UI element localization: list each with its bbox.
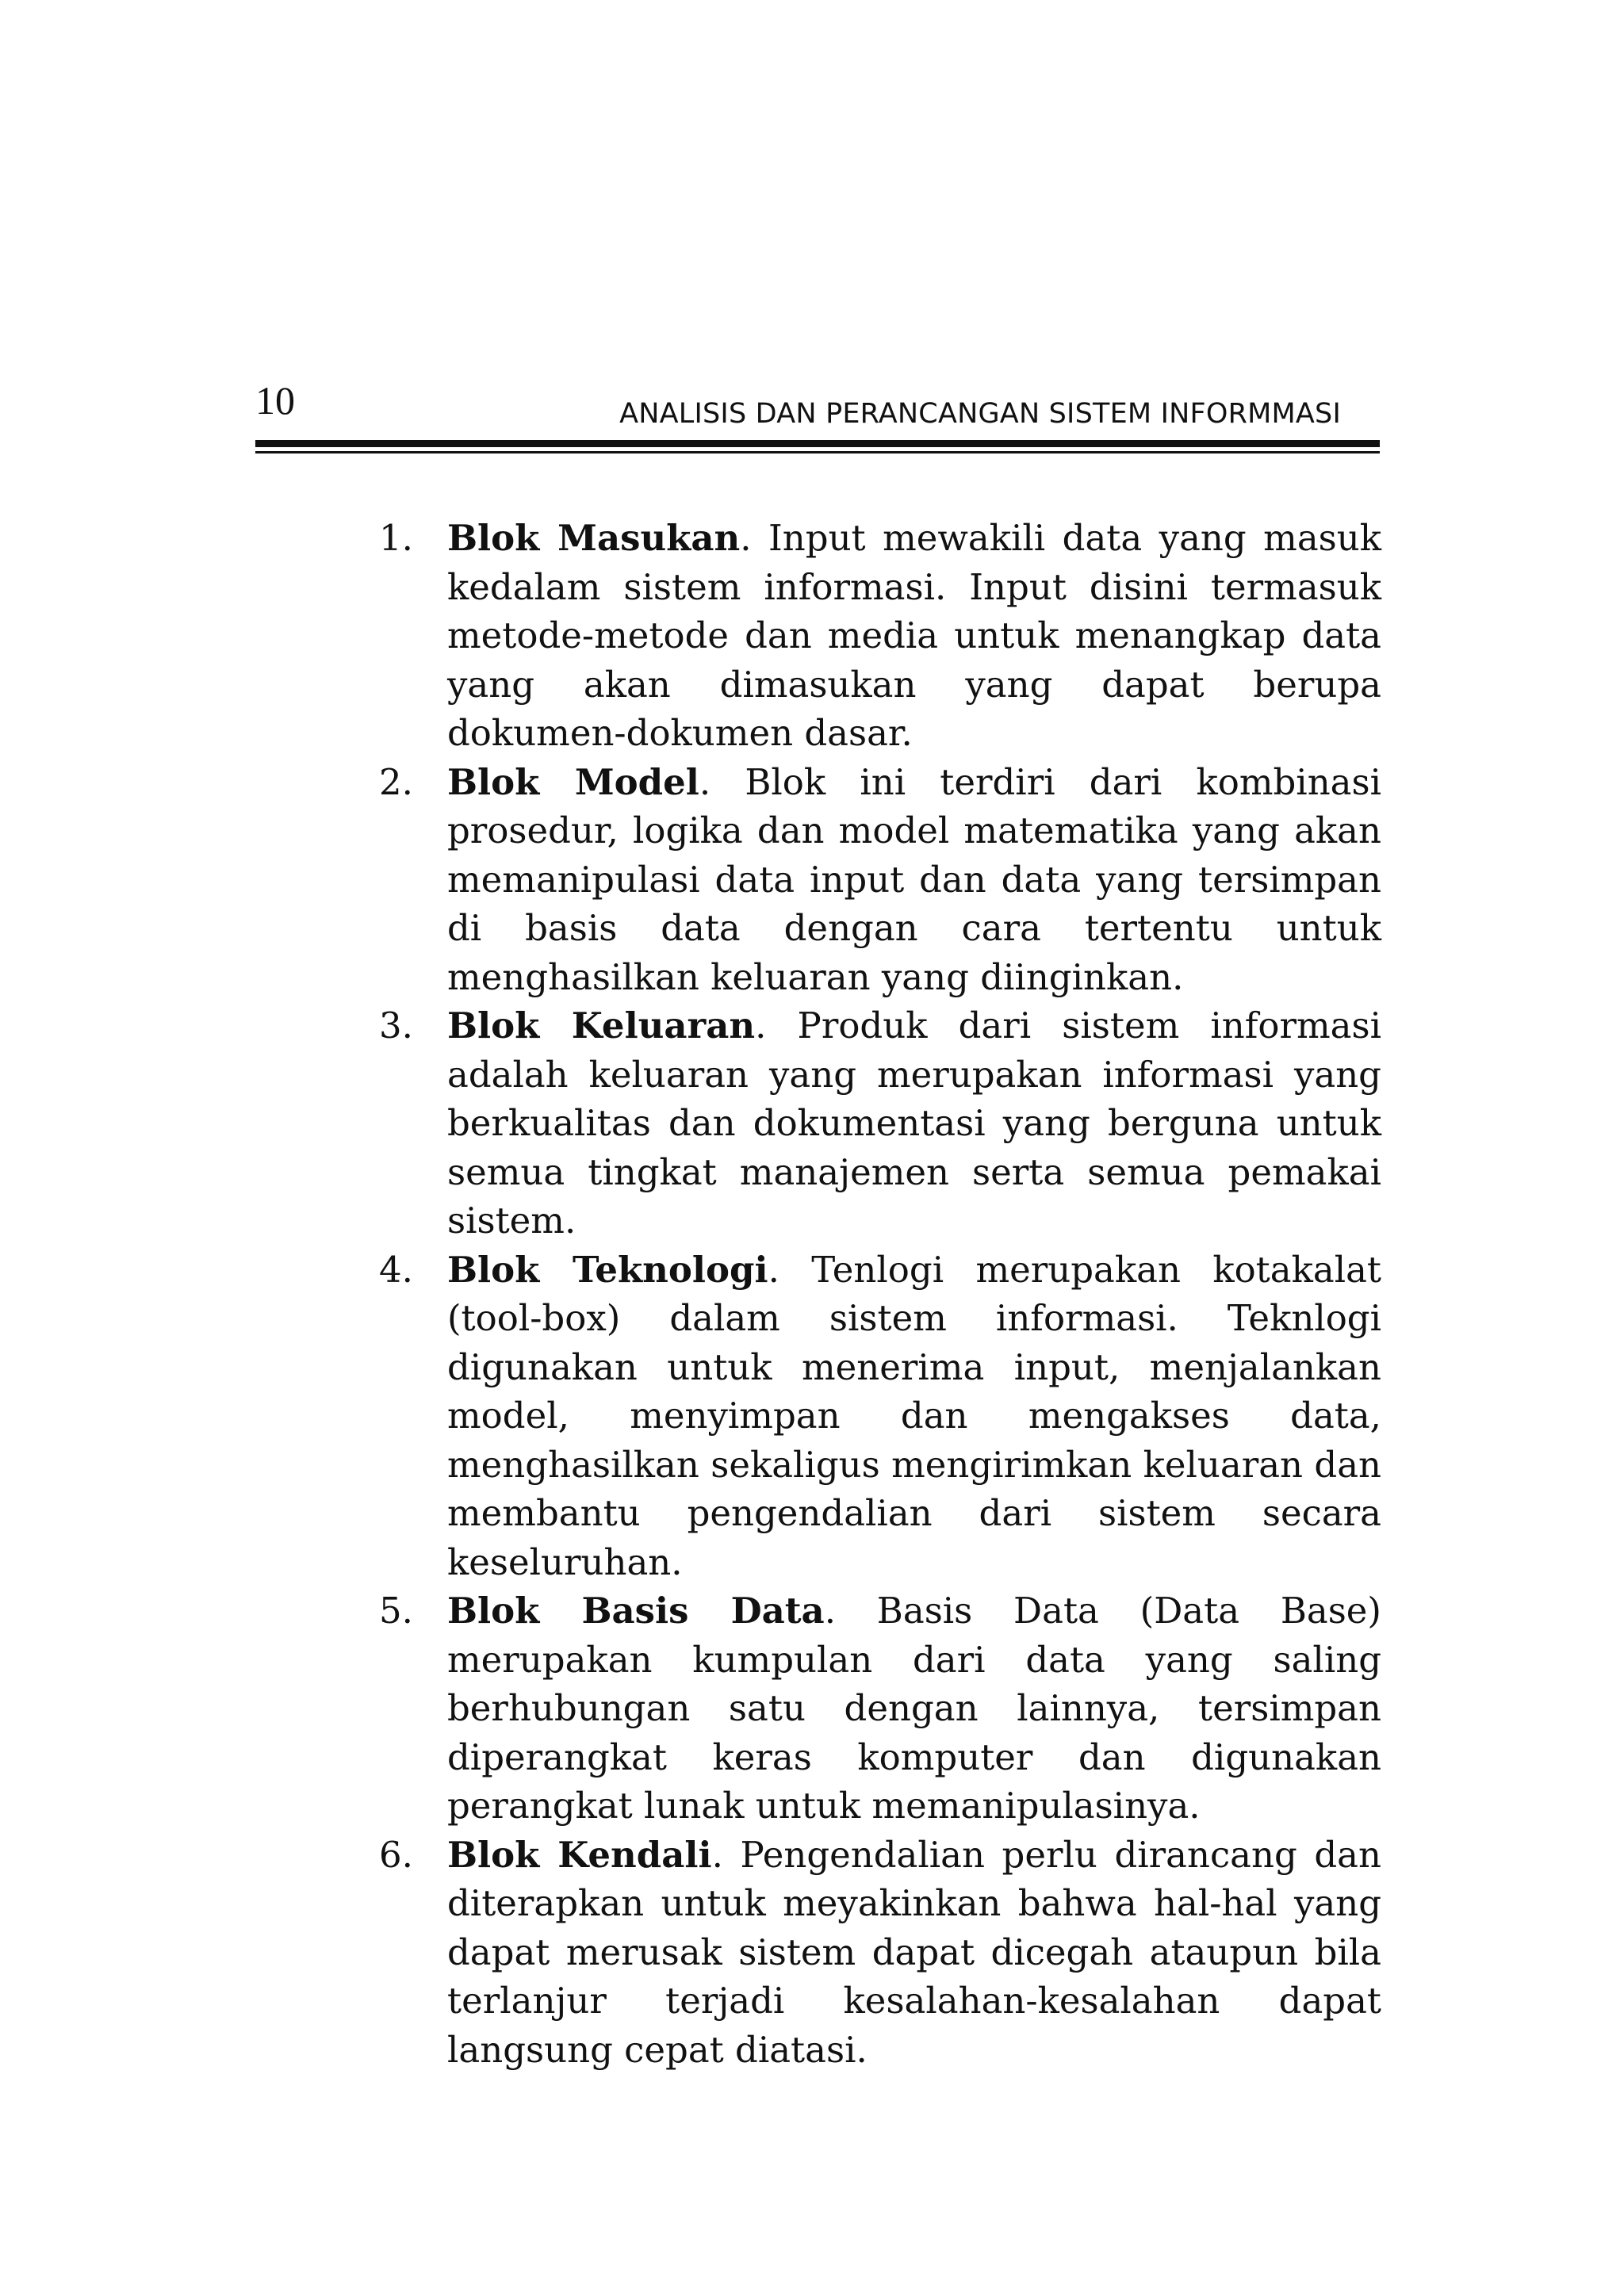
list-item-keluaran	[379, 1001, 1381, 1246]
list-item-masukan	[379, 514, 1381, 758]
item-term: Blok Masukan	[447, 517, 741, 559]
item-term: Blok Kendali	[447, 1833, 712, 1876]
item-number: 3.	[379, 1004, 413, 1047]
header-rule-thin	[255, 451, 1380, 453]
item-number: 6.	[379, 1833, 413, 1876]
list-item-teknologi	[379, 1246, 1381, 1587]
list-item-basis-data	[379, 1586, 1381, 1831]
item-text: . Basis Data (Data Base) merupakan kumpulan dari data yang saling berhubungan satu dengan lainnya, tersimpan diperangkat keras komputer dan digunakan perangkat lunak untuk memanipulasinya.	[447, 1590, 1381, 1827]
item-number: 2.	[379, 760, 413, 803]
item-term: Blok Basis Data	[447, 1590, 825, 1632]
item-number: 5.	[379, 1590, 413, 1632]
item-text: . Blok ini terdiri dari kombinasi prosedur, logika dan model matematika yang akan memanipulasi data input dan data yang tersimpan di basis data dengan cara tertentu untuk menghasilkan keluaran yang diinginkan.	[447, 760, 1381, 998]
item-term: Blok Teknologi	[447, 1248, 768, 1291]
item-term: Blok Keluaran	[447, 1004, 756, 1047]
item-text: . Pengendalian perlu dirancang dan diterapkan untuk meyakinkan bahwa hal-hal yang dapat merusak sistem dapat dicegah ataupun bila terlanjur terjadi kesalahan-kesalahan dapat langsung cepat diatasi.	[447, 1833, 1381, 2071]
item-term: Blok Model	[447, 760, 699, 803]
item-text: . Input mewakili data yang masuk kedalam sistem informasi. Input disini termasuk metode-metode dan media untuk menangkap data yang akan dimasukan yang dapat berupa dokumen-dokumen dasar.	[447, 517, 1381, 754]
item-text: . Tenlogi merupakan kotakalat (tool-box) dalam sistem informasi. Teknlogi digunakan untuk menerima input, menjalankan model, menyimpan dan mengakses data, menghasilkan sekaligus mengirimkan keluaran dan membantu pengendalian dari sistem secara keseluruhan.	[447, 1248, 1381, 1583]
item-number: 1.	[379, 517, 413, 559]
list-item-model	[379, 758, 1381, 1002]
running-title: ANALISIS DAN PERANCANGAN SISTEM INFORMMASI	[619, 398, 1341, 430]
item-number: 4.	[379, 1248, 413, 1291]
item-text: . Produk dari sistem informasi adalah keluaran yang merupakan informasi yang berkualitas dan dokumentasi yang berguna untuk semua tingkat manajemen serta semua pemakai sistem.	[447, 1004, 1381, 1242]
page-number: 10	[255, 378, 295, 423]
header-rule-thick	[255, 440, 1380, 447]
list-item-kendali	[379, 1831, 1381, 2075]
block-list	[379, 514, 1381, 2074]
